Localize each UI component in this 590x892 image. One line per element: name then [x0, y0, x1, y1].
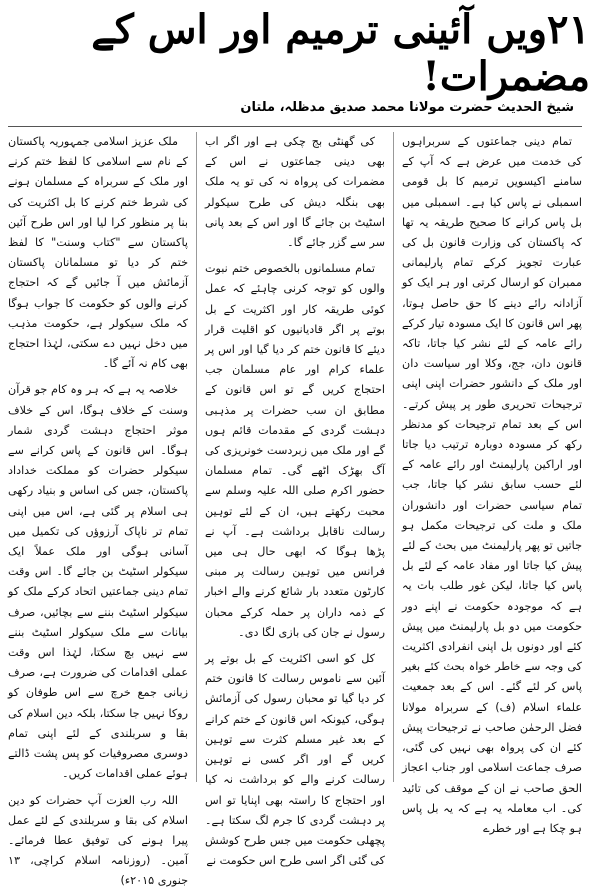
paragraph: کی گھنٹی بج چکی ہے اور اگر اب بھی دینی جماعتوں نے اس کے مضمرات کی پرواہ نہ کی تو یہ ملک بھی بنگلہ دیش کی طرح سیکولر اسٹیٹ بن جائے گا اور اس کے بعد پانی سر سے گزر جائے گا۔: [205, 135, 385, 250]
column-left: [8, 132, 188, 888]
header-divider: [8, 126, 582, 127]
paragraph: تمام دینی جماعتوں کے سربراہوں کی خدمت میں عرض ہے کہ آپ کے سامنے اکیسویں ترمیم کا بل قومی اسمبلی نے پاس کیا ہے۔ اسمبلی میں بل پاس کرانے کا صحیح طریقہ یہ تھا کہ پاکستان کی وزارت قانون بل کی عبارت تجویز کرکے تمام پارلیمانی ممبران کو ارسال کرتی اور ہر ایک کو آزادانہ رائے دینے کا حق حاصل ہوتا، پھر اس قانون کا ایک مسودہ تیار کرکے رائے عامہ کے لئے نشر کیا جاتا، تاکہ قانون دان، جج، وکلا اور سیاست دان اور ملک کے دانشور حضرات اپنی اپنی ترجیحات تحریری طور پر پیش کرتے۔ اس کے بعد تمام ترجیحات کو مدنظر رکھ کر مسودہ دوبارہ ترتیب دیا جاتا اور اراکین پارلیمنٹ اور رائے عامہ کے لئے حسب سابق نشر کیا جاتا، جب تمام سیاسی حضرات اور دانشوران ملک و ملت کی ترجیحات مکمل ہو جاتیں تو پھر پارلیمنٹ میں بحث کے لئے پیش کیا جاتا اور مفاد عامہ کے لئے بل پاس کیا جاتا، لیکن غور طلب بات یہ ہے کہ موجودہ حکومت نے اپنے دور حکومت میں دو بل پارلیمنٹ میں پیش کئے اور دونوں بل اپنی انفرادی اکثریت کی وجہ سے خاطر خواہ بحث کئے بغیر پاس کر لئے گئے۔ اس کے بعد جمعیت علماء اسلام (ف) کے سربراہ مولانا فضل الرحمٰن صاحب نے ترجیحات پیش کئے ان کی پرواہ بھی نہیں کی گئی، صرف جماعت اسلامی اور جناب اعجاز الحق صاحب نے ان کے موقف کی تائید کی۔ اب معاملہ یہ ہے کہ یہ بل پاس ہو چکا ہے اور خطرے: [402, 135, 582, 835]
headline: ۲۱ویں آئینی ترمیم اور اس کے مضمرات!: [91, 6, 590, 100]
paragraph: ملک عزیز اسلامی جمہوریہ پاکستان کے نام سے اسلامی کا لفظ ختم کرنے اور ملک کے سربراہ کے مسلمان ہونے کی شرط ختم کرنے کا بل اکثریت کی بنا پر منظور کرا لیا اور اس طرح آئین پاکستان سے "کتاب وسنت" کا لفظ ختم کر دیا تو مسلمانان پاکستان آزمائش میں آ جائیں گے کہ احتجاج کرنے والوں کو حکومت کا جواب ہوگا کہ ملک سیکولر ہے، حکومت مذہب میں دخل نہیں دے سکتی، لہٰذا احتجاج بھی کام نہ آئے گا۔: [8, 135, 188, 371]
paragraph: تمام مسلمانوں بالخصوص ختم نبوت والوں کو توجہ کرنی چاہئے کہ عمل کوئی طریقہ کار اور اکثریت کے بل بوتے پر اگر قادیانیوں کو اقلیت قرار دیئے کا قانون ختم کر دیا گیا اور اس پر علماء کرام اور عام مسلمان جب احتجاج کریں گے تو اس قانون کے مطابق ان سب حضرات پر مذہبی دہشت گردی کے مقدمات قائم ہوں گے اور ملک میں زبردست خونریزی کی آگ بھڑک اٹھے گی۔ تمام مسلمان حضور اکرم صلی اللہ علیہ وسلم سے محبت رکھتے ہیں، ان کے لئے توہین رسالت ناقابل برداشت ہے۔ آپ نے پڑھا ہوگا کہ ابھی حال ہی میں فرانس میں توہین رسالت پر مبنی کارٹون متعدد بار شائع کرنے والے اخبار کے ذمہ داران پر حملہ کرکے محبان رسول نے جان کی بازی لگا دی۔: [205, 262, 385, 639]
byline: شیخ الحدیث حضرت مولانا محمد صدیق مدظلہ، ملتان: [240, 100, 574, 115]
column-right: [402, 132, 582, 835]
paragraph: کل کو اسی اکثریت کے بل بوتے پر آئین سے ناموس رسالت کا قانون ختم کر دیا گیا تو محبان رسول کی آزمائش ہوگی، کیونکہ اس قانون کے ختم کرانے کے بعد غیر مسلم کثرت سے توہین کریں گے اور اگر کسی نے توہین رسالت کرنے والے کو برداشت نہ کیا اور احتجاج کا راستہ بھی اپنایا تو اس پر دہشت گردی کا جرم لگ سکتا ہے۔ پچھلی حکومت میں جس طرح کوشش کی گئی اگر اسی طرح اس حکومت نے: [205, 652, 385, 868]
paragraph: خلاصہ یہ ہے کہ ہر وہ کام جو قرآن وسنت کے خلاف ہوگا، اس کے خلاف موثر احتجاج دہشت گردی شمار ہوگا۔ اس قانون کے پاس کرانے سے سیکولر حضرات کو مملکت خداداد پاکستان، جس کی اساس و بنیاد رکھی ہی اسلام پر گئی ہے، اس میں اپنی تمام تر ناپاک آرزوؤں کی تکمیل میں آسانی ہوگی اور ملک عملاً ایک سیکولر اسٹیٹ بن جائے گا۔ اس وقت تمام دینی جماعتیں اتحاد کرکے ملک کو سیکولر اسٹیٹ بننے سے بچائیں، صرف بیانات سے ملک سیکولر اسٹیٹ بننے سے نہیں بچ سکتا، لہٰذا اس وقت عملی اقدامات کی ضرورت ہے، صرف زبانی جمع خرچ سے اس طوفان کو روکا نہیں جا سکتا، بلکہ دین اسلام کی بقا و سربلندی کے لئے اپنی تمام دوسری مصروفیات کو پس پشت ڈالتے ہوئے عملی اقدامات کریں۔: [8, 383, 188, 781]
column-middle: [205, 132, 385, 868]
article-body: [8, 132, 582, 888]
paragraph: اللہ رب العزت آپ حضرات کو دین اسلام کی بقا و سربلندی کے لئے عمل پیرا ہونے کی توفیق عطا فرمائے۔ آمین۔ (روزنامہ اسلام کراچی، ۱۳ جنوری ۲۰۱۵ء): [8, 793, 188, 888]
column-divider: [196, 132, 197, 782]
column-divider: [393, 132, 394, 782]
